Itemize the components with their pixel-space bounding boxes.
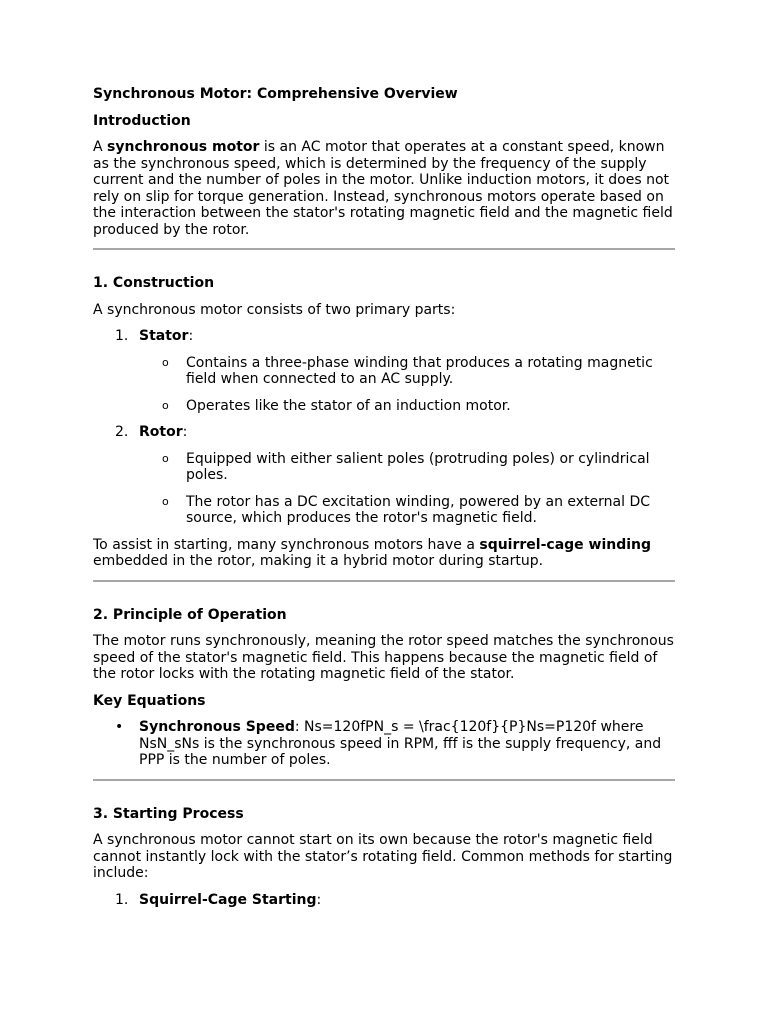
sub-list-item (139, 355, 675, 388)
list-number: 1. (115, 891, 129, 908)
sub-list-item (139, 494, 675, 527)
list-item (93, 424, 675, 527)
equations-heading: Key Equations (93, 692, 206, 709)
equation-label: Synchronous Speed (139, 719, 295, 735)
list-item-title (139, 892, 321, 908)
equation-body: : Ns=120fPN_s = \frac{120f}{P}Ns=P120f where NsN_sNs is the synchronous speed in RPM, fff is the supply frequency, and PPP is the number of poles. (139, 719, 662, 768)
construction-list (93, 328, 675, 527)
list-item-title (139, 424, 187, 440)
equation-text (139, 719, 661, 768)
list-item-suffix: : (182, 424, 188, 440)
sub-list-text: Contains a three-phase winding that produces a rotating magnetic field when connected to an AC supply. (186, 354, 653, 387)
equation-item (93, 719, 675, 769)
list-item (93, 328, 675, 414)
section-divider (93, 580, 675, 582)
closing-text-a: To assist in starting, many synchronous motors have a (93, 536, 480, 553)
list-item-suffix: : (188, 328, 194, 344)
list-item-title (139, 328, 193, 344)
closing-text-b: embedded in the rotor, making it a hybrid motor during startup. (93, 553, 544, 569)
equations-list (93, 719, 675, 769)
sub-list-item (139, 451, 675, 484)
circle-bullet-icon: o (162, 398, 169, 412)
sub-list-item (139, 398, 675, 415)
list-number: 2. (115, 424, 129, 440)
sub-list (139, 451, 675, 527)
intro-heading: Introduction (93, 112, 191, 129)
sub-list-text: Equipped with either salient poles (protruding poles) or cylindrical poles. (186, 450, 650, 483)
sub-list (139, 355, 675, 415)
construction-heading: 1. Construction (93, 275, 215, 291)
intro-bold-term: synchronous motor (107, 139, 260, 155)
document-page (93, 86, 675, 918)
construction-closing (93, 537, 675, 570)
list-item-label: Rotor (139, 424, 183, 440)
sub-list-text: Operates like the stator of an induction motor. (186, 397, 511, 414)
closing-bold-term: squirrel-cage winding (479, 536, 652, 553)
list-number: 1. (115, 328, 129, 344)
sub-list-text: The rotor has a DC excitation winding, powered by an external DC source, which produces the rotor's magnetic field. (186, 493, 651, 526)
intro-paragraph (93, 139, 675, 238)
starting-paragraph: A synchronous motor cannot start on its own because the rotor's magnetic field cannot instantly lock with the stator’s rotating field. Common methods for starting include: (93, 832, 673, 881)
circle-bullet-icon: o (162, 355, 169, 369)
intro-text-b: is an AC motor that operates at a constant speed, known as the synchronous speed, which is determined by the frequency of the supply current and the number of poles in the motor. Unlike induction motors, it does not rely on slip for torque generation. Instead, synchronous motors operate based on the interaction between the stator's rotating magnetic field and the magnetic field produced by the rotor. (93, 139, 673, 238)
construction-lead: A synchronous motor consists of two primary parts: (93, 301, 456, 318)
principle-paragraph: The motor runs synchronously, meaning the rotor speed matches the synchronous speed of the stator's magnetic field. This happens because the magnetic field of the rotor locks with the rotating magnetic field of the stator. (93, 633, 674, 682)
section-divider (93, 779, 675, 781)
principle-heading: 2. Principle of Operation (93, 606, 287, 623)
circle-bullet-icon: o (162, 451, 169, 465)
circle-bullet-icon: o (162, 494, 169, 508)
list-item (93, 892, 675, 909)
bullet-dot-icon: • (115, 719, 124, 735)
starting-heading: 3. Starting Process (93, 805, 244, 822)
section-divider (93, 248, 675, 250)
list-item-suffix: : (316, 891, 322, 908)
intro-text-a: A (93, 139, 108, 155)
list-item-label: Squirrel-Cage Starting (139, 891, 317, 908)
document-title: Synchronous Motor: Comprehensive Overview (93, 86, 458, 102)
list-item-label: Stator (139, 328, 189, 344)
starting-list (93, 892, 675, 909)
